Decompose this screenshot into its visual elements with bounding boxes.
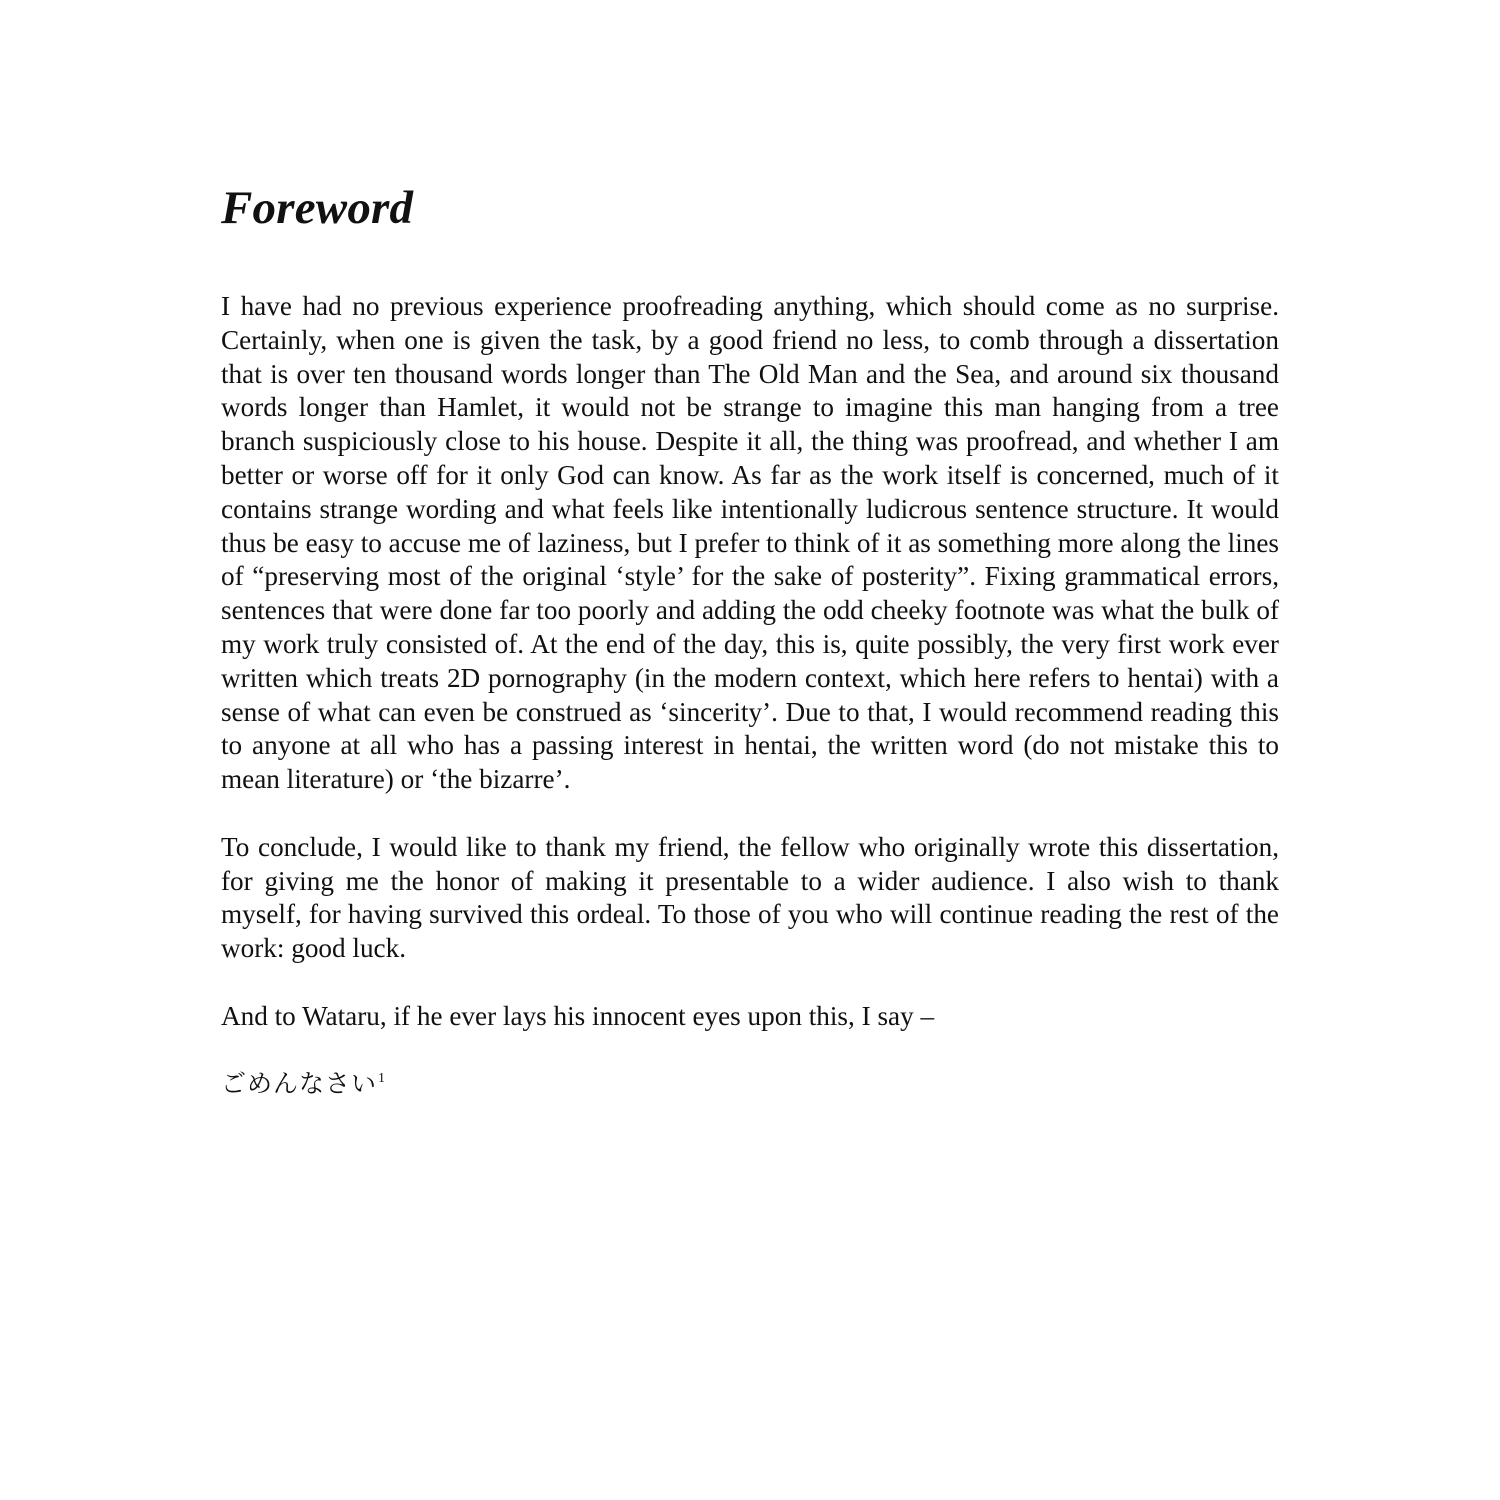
document-page <box>221 0 1279 1500</box>
paragraph-3: And to Wataru, if he ever lays his innocent eyes upon this, I say – <box>221 1000 935 1031</box>
paragraph-1: I have had no previous experience proofreading anything, which should come as no surprise. Certainly, when one is given the task, by a good friend no less, to comb through a dissertation that is over ten thousand words longer than The Old Man and the Sea, and around six thousand words longer than Hamlet, it would not be strange to imagine this man hanging from a tree branch suspiciously close to his house. Despite it all, the thing was proofread, and whether I am better or worse off for it only God can know. As far as the work itself is concerned, much of it contains strange wording and what feels like intentionally ludicrous sentence structure. It would thus be easy to accuse me of laziness, but I prefer to think of it as something more along the lines of “preserving most of the original ‘style’ for the sake of posterity”. Fixing grammatical errors, sentences that were done far too poorly and adding the odd cheeky footnote was what the bulk of my work truly consisted of. At the end of the day, this is, quite possibly, the very first work ever written which treats 2D pornography (in the modern context, which here refers to hentai) with a sense of what can even be construed as ‘sincerity’. Due to that, I would recommend reading this to anyone at all who has a passing interest in hentai, the written word (do not mistake this to mean literature) or ‘the bizarre’. <box>221 291 1279 795</box>
footnote-marker[interactable]: 1 <box>378 1071 386 1087</box>
page-title: Foreword <box>221 182 414 234</box>
closing-line <box>221 1067 1279 1101</box>
closing-text: ごめんなさい <box>221 1069 378 1099</box>
foreword-body <box>221 290 1279 1101</box>
paragraph-2: To conclude, I would like to thank my friend, the fellow who originally wrote this dissertation, for giving me the honor of making it presentable to a wider audience. I also wish to thank myself, for having survived this ordeal. To those of you who will continue reading the rest of the work: good luck. <box>221 831 1279 964</box>
